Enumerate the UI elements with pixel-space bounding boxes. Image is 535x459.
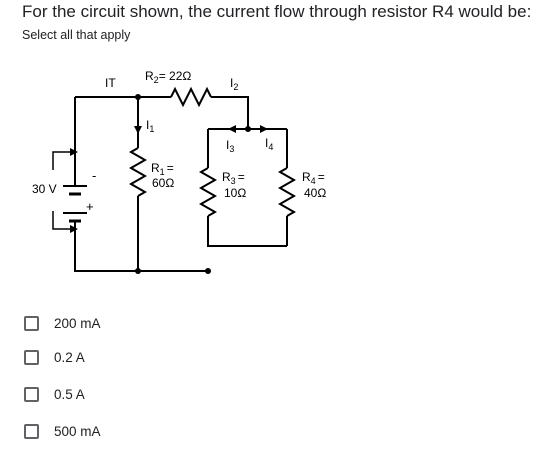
- node-dot: [205, 268, 211, 274]
- node-dot: [245, 126, 251, 132]
- source-minus: -: [92, 168, 97, 183]
- source-label: 30 V: [32, 182, 57, 196]
- i3-label: $I_3$: [226, 138, 235, 154]
- option-0-2a[interactable]: [24, 347, 85, 367]
- r4-resistor: [280, 168, 294, 216]
- it-label: IT: [105, 76, 116, 90]
- checkbox[interactable]: [24, 316, 39, 331]
- i4-arrow: [260, 125, 268, 133]
- checkbox[interactable]: [24, 387, 39, 402]
- source-plus: +: [86, 199, 94, 214]
- option-label: 0.5 A: [54, 386, 85, 402]
- left-wire: [75, 97, 208, 271]
- r4-value: 40Ω: [304, 186, 327, 200]
- r3-resistor: [201, 168, 215, 216]
- i1-label: $I_1$: [146, 118, 155, 134]
- r2-label: $R_2= 22\Omega$: [145, 69, 192, 85]
- i2-label: $I_2$: [230, 76, 239, 92]
- option-label: 0.2 A: [54, 349, 85, 365]
- r1-resistor: [131, 148, 145, 196]
- option-label: 500 mA: [54, 423, 101, 439]
- option-200ma[interactable]: [24, 313, 101, 333]
- question-title: For the circuit shown, the current flow through resistor R4 would be:: [22, 2, 532, 21]
- r3-label: $R_3$ =: [222, 170, 245, 186]
- node-dot: [135, 94, 141, 100]
- r1-value: 60Ω: [152, 176, 175, 190]
- r3-value: 10Ω: [224, 186, 247, 200]
- r4-label: $R_4$ =: [302, 170, 325, 186]
- checkbox[interactable]: [24, 424, 39, 439]
- r1-label: $R_1$ =: [151, 161, 174, 177]
- option-500ma[interactable]: [24, 421, 101, 441]
- question-subtitle: Select all that apply: [22, 28, 131, 42]
- node-dot: [135, 268, 141, 274]
- option-label: 200 mA: [54, 315, 101, 331]
- option-0-5a[interactable]: [24, 384, 85, 404]
- i4-label: $I_4$: [265, 136, 274, 152]
- checkbox[interactable]: [24, 350, 39, 365]
- r2-resistor: [171, 89, 211, 105]
- i3-arrow: [228, 125, 236, 133]
- i1-arrow: [134, 126, 142, 134]
